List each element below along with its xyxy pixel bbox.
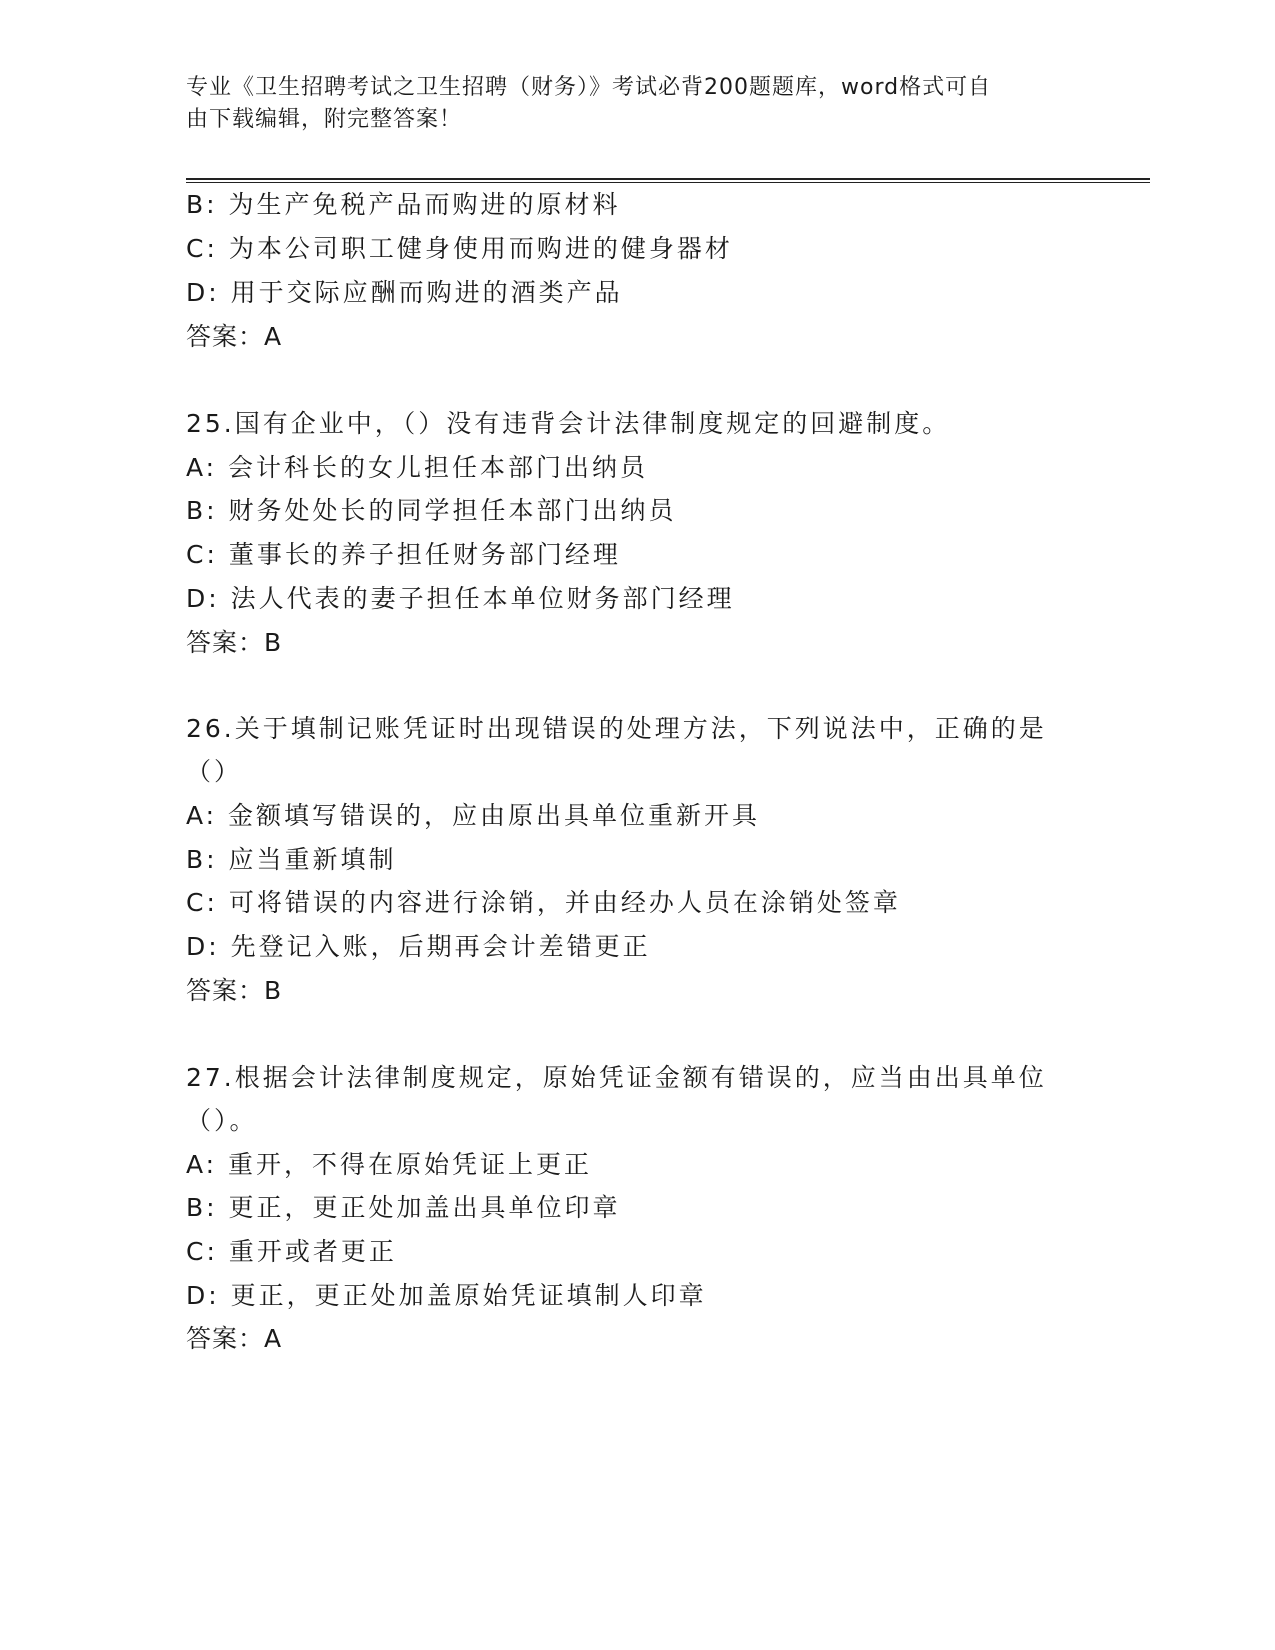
q26-answer: 答案：B: [186, 976, 283, 1005]
q24-option-c: C: 为本公司职工健身使用而购进的健身器材: [186, 234, 733, 263]
q27-option-d: D: 更正，更正处加盖原始凭证填制人印章: [186, 1281, 707, 1310]
q24-answer: 答案：A: [186, 322, 283, 351]
q27-question-line-1: 27.根据会计法律制度规定，原始凭证金额有错误的，应当由出具单位: [186, 1063, 1047, 1092]
header-divider-thick: [186, 178, 1150, 180]
header-line-1: 专业《卫生招聘考试之卫生招聘（财务）》考试必背200题题库，word格式可自: [186, 75, 992, 100]
q25-option-d: D: 法人代表的妻子担任本单位财务部门经理: [186, 584, 735, 613]
q25-question: 25.国有企业中，（）没有违背会计法律制度规定的回避制度。: [186, 409, 951, 438]
q26-option-a: A: 金额填写错误的，应由原出具单位重新开具: [186, 801, 761, 830]
q27-option-b: B: 更正，更正处加盖出具单位印章: [186, 1193, 621, 1222]
q27-answer: 答案：A: [186, 1324, 283, 1353]
q26-question-line-2: （）: [186, 757, 243, 786]
q26-option-c: C: 可将错误的内容进行涂销，并由经办人员在涂销处签章: [186, 888, 901, 917]
q25-answer: 答案：B: [186, 628, 283, 657]
q24-option-d: D: 用于交际应酬而购进的酒类产品: [186, 278, 623, 307]
q25-option-c: C: 董事长的养子担任财务部门经理: [186, 540, 621, 569]
q26-question-line-1: 26.关于填制记账凭证时出现错误的处理方法，下列说法中，正确的是: [186, 714, 1047, 743]
q25-option-a: A: 会计科长的女儿担任本部门出纳员: [186, 453, 649, 482]
q26-option-b: B: 应当重新填制: [186, 845, 397, 874]
q25-option-b: B: 财务处处长的同学担任本部门出纳员: [186, 496, 677, 525]
header-divider-thin: [186, 182, 1150, 183]
q27-option-a: A: 重开，不得在原始凭证上更正: [186, 1150, 593, 1179]
document-header: [186, 72, 1076, 136]
header-line-2: 由下载编辑，附完整答案！: [186, 107, 463, 132]
q27-question-line-2: （）。: [186, 1106, 258, 1135]
q24-option-b: B: 为生产免税产品而购进的原材料: [186, 190, 621, 219]
q26-option-d: D: 先登记入账，后期再会计差错更正: [186, 932, 651, 961]
q27-option-c: C: 重开或者更正: [186, 1237, 397, 1266]
